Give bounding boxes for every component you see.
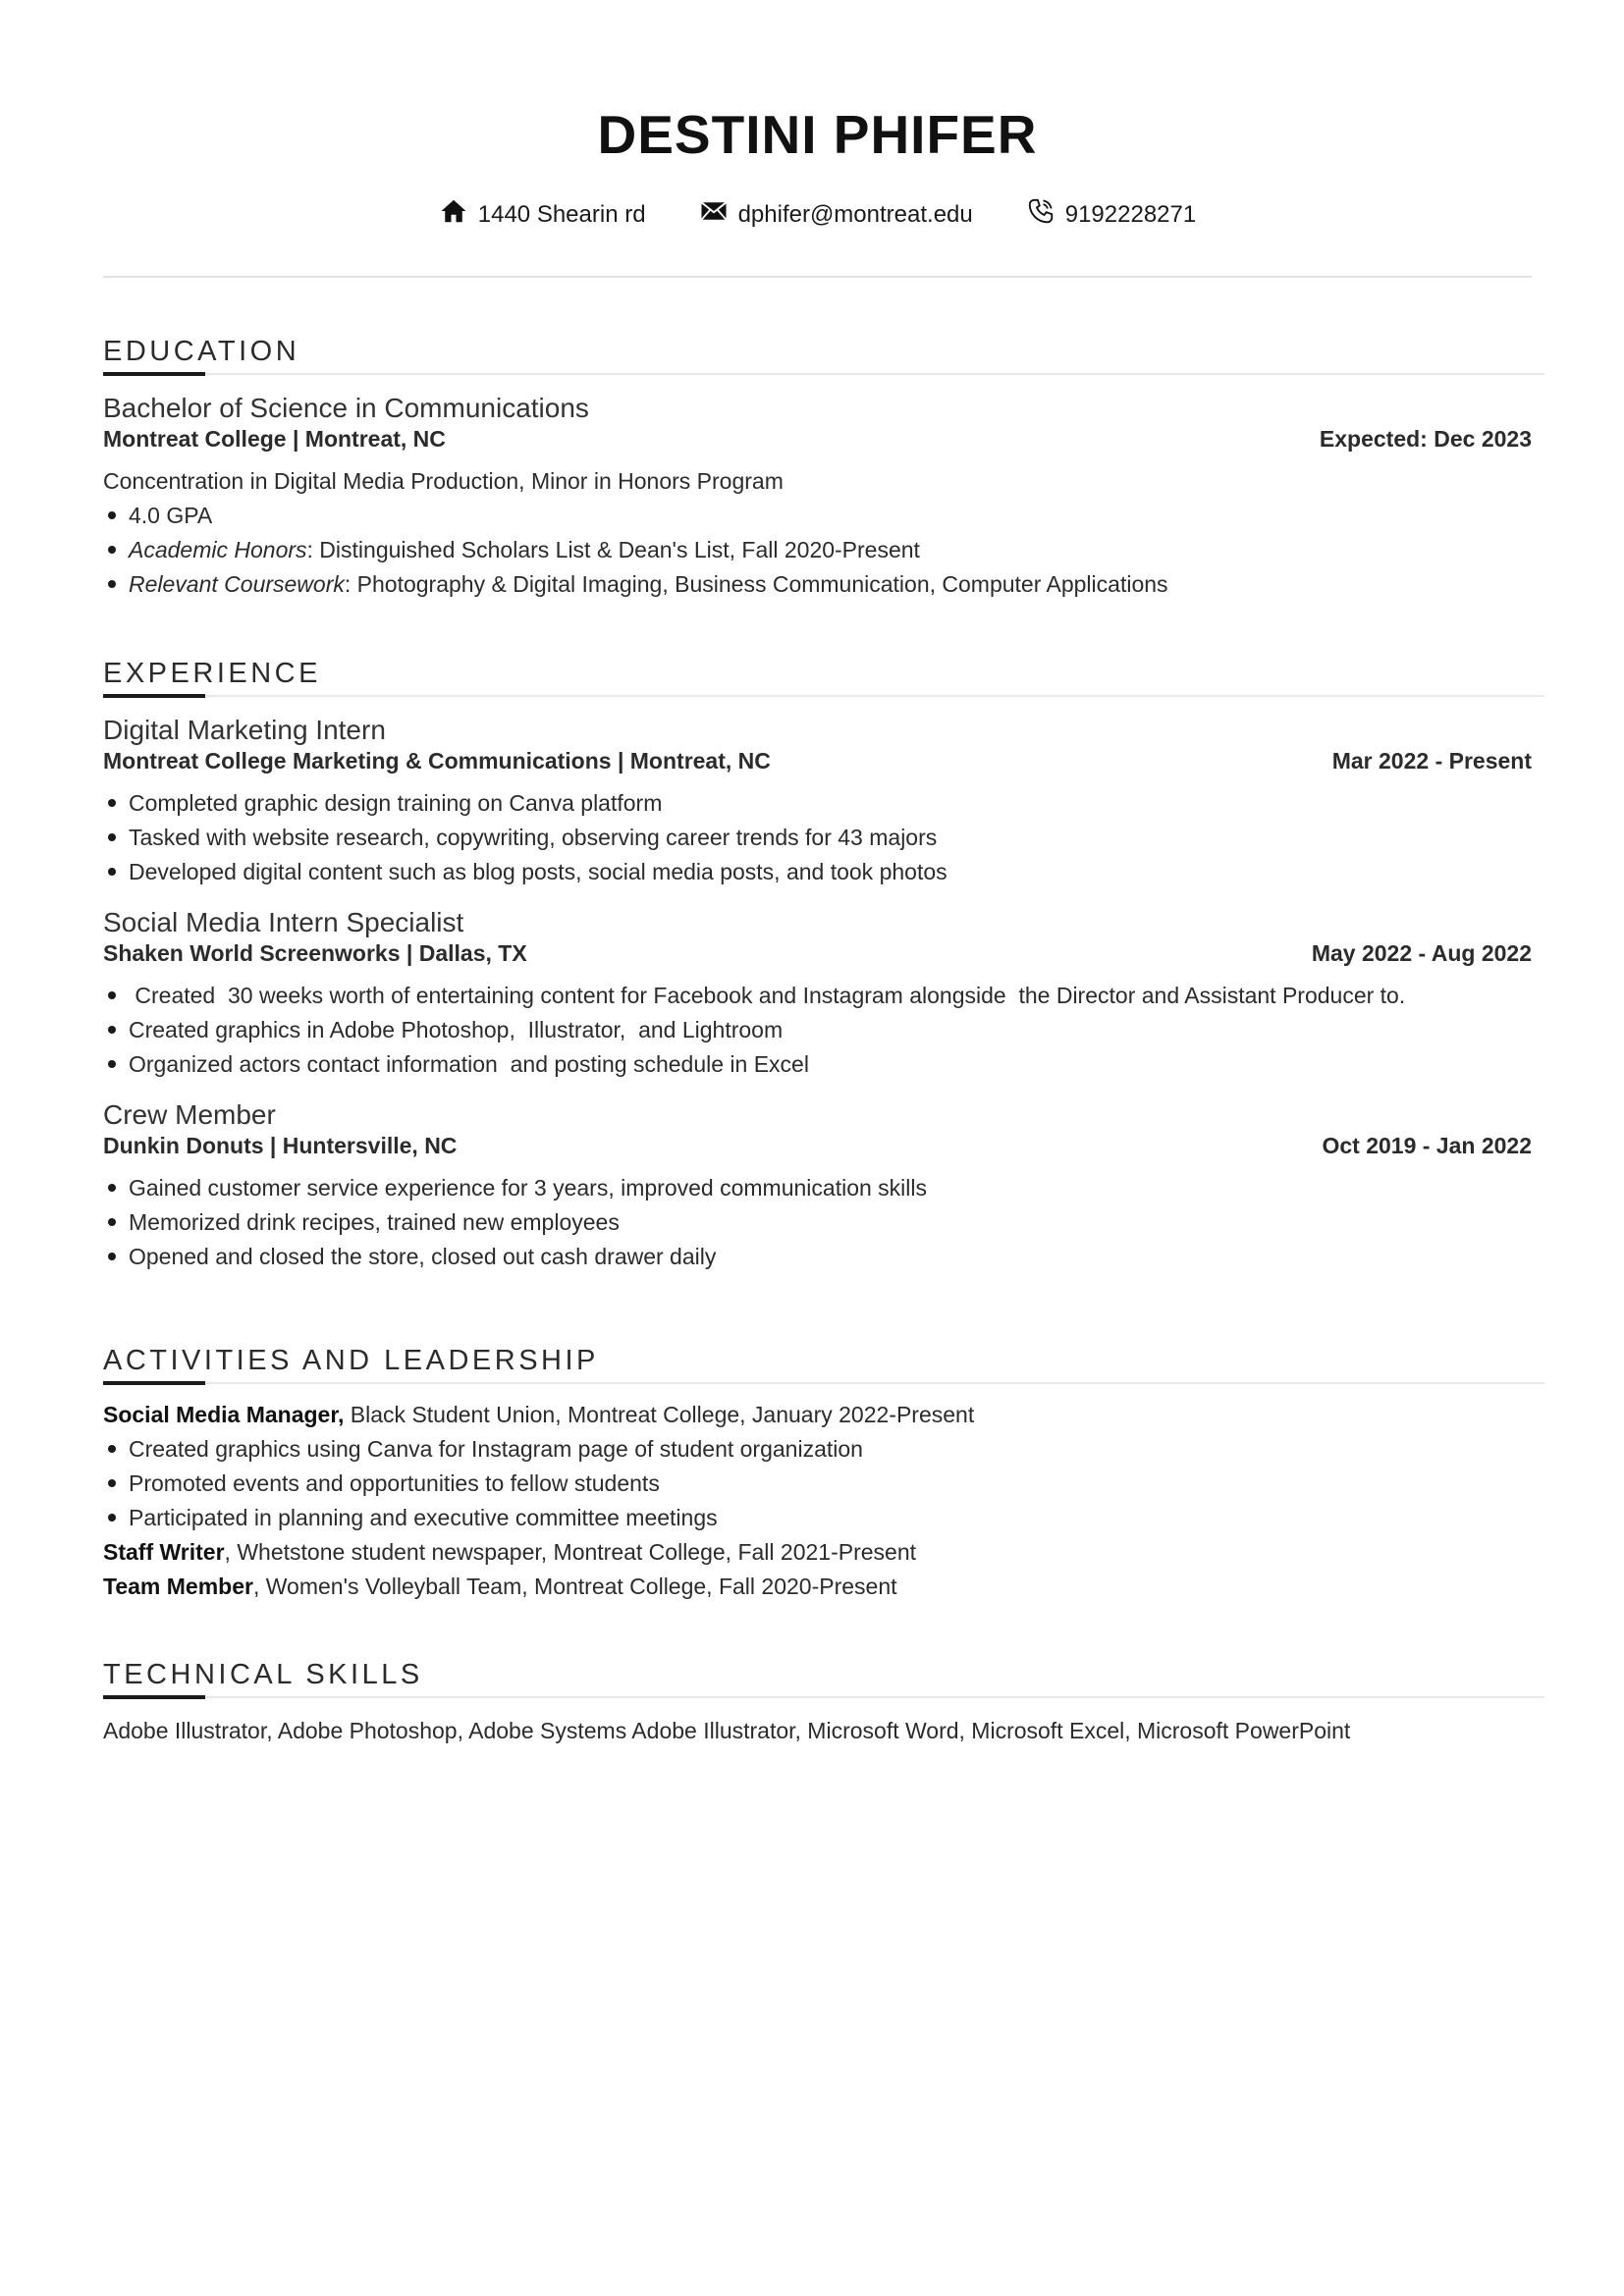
address-text: 1440 Shearin rd <box>477 200 646 228</box>
job-title: Crew Member <box>103 1099 276 1130</box>
phone-icon <box>1026 196 1056 233</box>
activity-role: Social Media Manager, Black Student Union, Montreat College, January 2022-Present <box>103 1402 975 1427</box>
school-name: Montreat College | Montreat, NC <box>103 426 446 452</box>
phone-text[interactable]: 9192228271 <box>1064 200 1197 228</box>
job-title: Digital Marketing Intern <box>103 715 386 745</box>
skills-section <box>103 1657 1544 1748</box>
job-title: Social Media Intern Specialist <box>103 907 464 937</box>
section-title-education: EDUCATION <box>103 336 300 367</box>
job-org: Montreat College Marketing & Communications | Montreat, NC <box>103 748 771 774</box>
activity-bullets <box>103 1432 1532 1535</box>
job-date: Oct 2019 - Jan 2022 <box>1322 1133 1532 1158</box>
list-item: Memorized drink recipes, trained new employees <box>103 1205 1532 1240</box>
job-org: Shaken World Screenworks | Dallas, TX <box>103 940 527 966</box>
section-divider <box>103 373 1544 375</box>
job-org: Dunkin Donuts | Huntersville, NC <box>103 1133 458 1158</box>
list-item: Created graphics using Canva for Instagram page of student organization <box>103 1432 1532 1467</box>
contact-email[interactable] <box>699 196 973 233</box>
job-org-line <box>103 939 1532 967</box>
job-date: May 2022 - Aug 2022 <box>1311 940 1532 966</box>
section-title-experience: EXPERIENCE <box>103 658 321 689</box>
activities-entry <box>103 1398 1532 1604</box>
list-item: Organized actors contact information and posting schedule in Excel <box>103 1047 1532 1082</box>
list-item: Opened and closed the store, closed out cash drawer daily <box>103 1240 1532 1274</box>
list-item: Promoted events and opportunities to fellow students <box>103 1467 1532 1501</box>
skills-text: Adobe Illustrator, Adobe Photoshop, Adobe Systems Adobe Illustrator, Microsoft Word, Microsoft Excel, Microsoft PowerPoint <box>103 1718 1351 1743</box>
contact-phone[interactable] <box>1026 196 1196 233</box>
education-section <box>103 334 1544 602</box>
section-title-activities: ACTIVITIES AND LEADERSHIP <box>103 1345 599 1376</box>
education-date: Expected: Dec 2023 <box>1319 426 1532 452</box>
education-entry <box>103 392 1532 602</box>
email-text[interactable]: dphifer@montreat.edu <box>737 200 973 228</box>
home-icon <box>439 196 468 233</box>
contact-bar <box>103 196 1532 233</box>
concentration-text: Concentration in Digital Media Production, Minor in Honors Program <box>103 468 784 494</box>
job-bullets <box>103 786 1532 889</box>
list-item: Tasked with website research, copywriting, observing career trends for 43 majors <box>103 821 1532 855</box>
job-bullets <box>103 1171 1532 1274</box>
envelope-icon <box>699 196 729 233</box>
job-org-line <box>103 1132 1532 1159</box>
activity-role: Staff Writer, Whetstone student newspaper, Montreat College, Fall 2021-Present <box>103 1539 917 1565</box>
section-divider <box>103 1382 1544 1384</box>
activity-role: Team Member, Women's Volleyball Team, Montreat College, Fall 2020-Present <box>103 1574 897 1599</box>
list-item: Created 30 weeks worth of entertaining content for Facebook and Instagram alongside the Director and Assistant Producer to. <box>103 979 1532 1013</box>
education-bullets <box>103 499 1532 602</box>
job-entry <box>103 1098 1532 1274</box>
list-item: Gained customer service experience for 3 years, improved communication skills <box>103 1171 1532 1205</box>
degree-title: Bachelor of Science in Communications <box>103 393 589 423</box>
school-line <box>103 425 1532 453</box>
job-entry <box>103 906 1532 1082</box>
list-item: 4.0 GPA <box>103 499 1532 533</box>
section-divider <box>103 1696 1544 1698</box>
contact-address <box>439 196 646 233</box>
list-item: Completed graphic design training on Canva platform <box>103 786 1532 821</box>
job-entry <box>103 714 1532 889</box>
activities-section <box>103 1343 1544 1604</box>
candidate-name: DESTINI PHIFER <box>597 104 1038 165</box>
section-title-skills: TECHNICAL SKILLS <box>103 1659 423 1690</box>
list-item: Developed digital content such as blog posts, social media posts, and took photos <box>103 855 1532 889</box>
section-divider <box>103 695 1544 697</box>
job-date: Mar 2022 - Present <box>1331 748 1532 774</box>
job-bullets <box>103 979 1532 1082</box>
list-item: Participated in planning and executive committee meetings <box>103 1501 1532 1535</box>
list-item: Created graphics in Adobe Photoshop, Illustrator, and Lightroom <box>103 1013 1532 1047</box>
experience-section <box>103 656 1544 1274</box>
job-org-line <box>103 747 1532 774</box>
list-item: Academic Honors: Distinguished Scholars List & Dean's List, Fall 2020-Present <box>103 533 1532 567</box>
list-item: Relevant Coursework: Photography & Digital Imaging, Business Communication, Computer Applications <box>103 567 1532 602</box>
header-divider <box>103 276 1532 278</box>
